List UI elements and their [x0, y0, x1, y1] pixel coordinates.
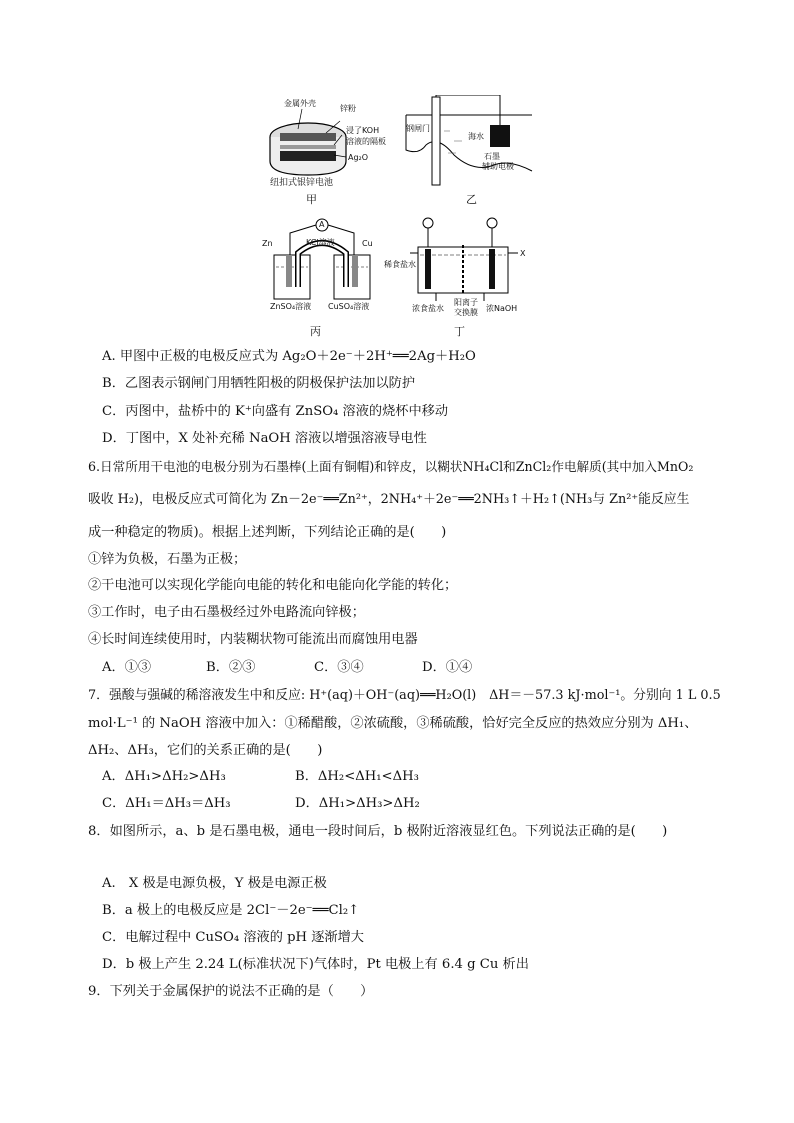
label-aux: 辅助电极: [482, 162, 514, 171]
q6-statement-2: ②干电池可以实现化学能向电能的转化和电能向化学能的转化；: [88, 578, 458, 593]
q7-stem-line-2: mol·L⁻¹ 的 NaOH 溶液中加入：①稀醋酸，②浓硫酸，③稀硫酸，恰好完全反应的热效应分别为 ΔH₁、: [88, 716, 698, 731]
label-graphite: 石墨: [484, 152, 500, 161]
figure-jia-title: 纽扣式银锌电池: [270, 178, 334, 188]
steel-gate-diagram: [404, 95, 534, 190]
figure-yi: [404, 95, 534, 205]
figure-jia-caption: 甲: [306, 193, 317, 206]
q6-option-c: C．③④: [314, 660, 364, 675]
q7-option-a: A．ΔH₁>ΔH₂>ΔH₃: [102, 769, 226, 784]
q6-option-b: B．②③: [206, 660, 256, 675]
q8-option-a: A. X 极是电源负极，Y 极是电源正极: [102, 876, 327, 891]
label-zn: Zn: [262, 239, 273, 248]
q6-option-a: A．①③: [102, 660, 152, 675]
label-zinc: 锌粉: [340, 104, 356, 113]
q7-option-c: C．ΔH₁＝ΔH₃＝ΔH₃: [102, 796, 231, 811]
q5-option-a: A. 甲图中正极的电极反应式为 Ag₂O＋2e⁻＋2H⁺══2Ag＋H₂O: [102, 349, 476, 364]
label-cu: Cu: [362, 239, 373, 248]
label-separator-2: 溶液的隔板: [346, 137, 386, 146]
q6-stem-line-3: 成一种稳定的物质)。根据上述判断，下列结论正确的是( ): [88, 525, 447, 540]
q6-statement-1: ①锌为负极，石墨为正极；: [88, 552, 247, 567]
figure-bing-caption: 丙: [310, 325, 321, 338]
q7-option-b: B．ΔH₂<ΔH₁<ΔH₃: [295, 769, 419, 784]
label-ammeter: A: [319, 220, 325, 229]
label-membrane-2: 交换膜: [454, 308, 478, 317]
q8-stem: 8．如图所示，a、b 是石墨电极，通电一段时间后，b 极附近溶液显红色。下列说法正确的是( ): [88, 824, 668, 839]
label-membrane-1: 阳离子: [454, 298, 478, 307]
q5-option-c: C．丙图中，盐桥中的 K⁺向盛有 ZnSO₄ 溶液的烧杯中移动: [102, 404, 449, 419]
label-kcl: KCl溶液: [306, 238, 335, 247]
label-conc-brine: 浓食盐水: [412, 304, 444, 313]
q6-statement-3: ③工作时，电子由石墨极经过外电路流向锌极；: [88, 605, 365, 620]
label-naoh: 浓NaOH: [486, 304, 518, 313]
q6-statement-4: ④长时间连续使用时，内装糊状物可能流出而腐蚀用电器: [88, 632, 418, 647]
figure-ding-caption: 丁: [454, 325, 465, 338]
q6-stem-line-2: 吸收 H₂)，电极反应式可简化为 Zn－2e⁻══Zn²⁺，2NH₄⁺＋2e⁻══2NH₃↑＋H₂↑(NH₃与 Zn²⁺能反应生: [88, 492, 690, 507]
q8-option-d: D．b 极上产生 2.24 L(标准状况下)气体时，Pt 电极上有 6.4 g Cu 析出: [102, 957, 529, 972]
label-shell: 金属外壳: [284, 99, 316, 108]
figure-yi-caption: 乙: [466, 193, 477, 206]
label-ag2o: Ag₂O: [348, 153, 369, 162]
label-gate: 钢闸门: [406, 124, 430, 133]
q5-option-b: B．乙图表示钢闸门用牺牲阳极的阴极保护法加以防护: [102, 376, 416, 391]
q6-option-d: D．①④: [422, 660, 473, 675]
label-znso4: ZnSO₄溶液: [270, 302, 312, 311]
q5-option-d: D．丁图中，X 处补充稀 NaOH 溶液以增强溶液导电性: [102, 431, 427, 446]
q8-option-b: B．a 极上的电极反应是 2Cl⁻－2e⁻══Cl₂↑: [102, 903, 360, 918]
label-x: X: [520, 249, 526, 258]
figure-ding: [384, 215, 534, 340]
button-cell-diagram: [262, 95, 402, 205]
label-dilute-brine: 稀食盐水: [384, 260, 416, 269]
figure-bing: [262, 215, 382, 340]
galvanic-cell-diagram: [262, 215, 382, 315]
figure-jia: [262, 95, 402, 205]
label-cuso4: CuSO₄溶液: [328, 302, 370, 311]
q7-option-d: D．ΔH₁>ΔH₃>ΔH₂: [295, 796, 420, 811]
label-sea: 海水: [468, 132, 484, 141]
q7-stem-line-1: 7．强酸与强碱的稀溶液发生中和反应: H⁺(aq)＋OH⁻(aq)══H₂O(l) ΔH＝－57.3 kJ·mol⁻¹。分别向 1 L 0.5: [88, 688, 721, 703]
q6-stem-line-1: 6.日常所用干电池的电极分别为石墨棒(上面有铜帽)和锌皮，以糊状NH₄Cl和ZnCl₂作电解质(其中加入MnO₂: [88, 459, 694, 474]
q7-stem-line-3: ΔH₂、ΔH₃，它们的关系正确的是( ): [88, 743, 323, 758]
q8-option-c: C．电解过程中 CuSO₄ 溶液的 pH 逐渐增大: [102, 930, 364, 945]
q9-stem: 9．下列关于金属保护的说法不正确的是（ ）: [88, 984, 374, 999]
label-separator-1: 浸了KOH: [346, 126, 380, 135]
